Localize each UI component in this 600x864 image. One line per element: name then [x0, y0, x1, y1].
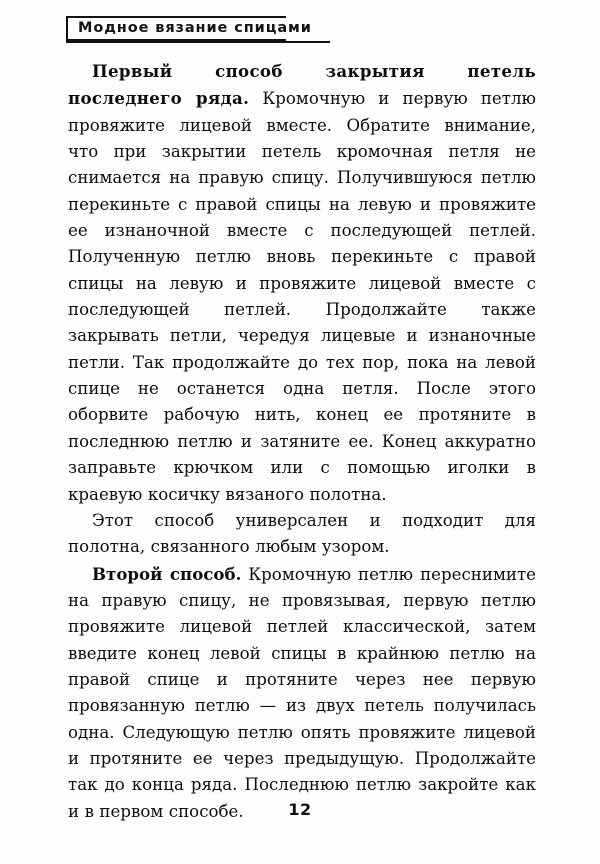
- paragraph-1-lead: Первый способ закрытия петель последнего ряда.: [68, 61, 536, 109]
- running-head-title: Модное вязание спицами: [78, 20, 312, 36]
- paragraph-1-body: Кромочную и первую петлю провяжите лицевой вместе. Обратите внимание, что при закрытии петель кромочная петля не снимается на правую спицу. Получившуюся петлю перекиньте с правой спицы на левую и провяжите ее изнаночной вместе с последующей петлей. Полученную петлю вновь перекиньте с правой спицы на левую и провяжите лицевой вместе с последующей петлей. Продолжайте также закрывать петли, чередуя лицевые и изнаночные петли. Так продолжайте до тех пор, пока на левой спице не останется одна петля. После этого оборвите рабочую нить, конец ее протяните в последнюю петлю и затяните ее. Конец аккуратно заправьте крючком или с помощью иголки в краевую косичку вязаного полотна.: [68, 89, 536, 504]
- running-head-rule: [66, 41, 330, 43]
- paragraph-2: [68, 508, 536, 561]
- paragraph-2-body: Этот способ универсален и подходит для полотна, связанного любым узором.: [68, 510, 536, 557]
- paragraph-3-lead: Второй способ.: [92, 563, 242, 584]
- paragraph-1: [68, 58, 536, 508]
- text-column: [68, 58, 536, 825]
- paragraph-3: [68, 561, 536, 825]
- page-number: 12: [288, 800, 312, 819]
- running-head: [60, 14, 540, 48]
- paragraph-3-body: Кромочную петлю переснимите на правую спицу, не провязывая, первую петлю провяжите лицевой петлей классической, затем введите конец левой спицы в крайнюю петлю на правой спице и протяните через нее первую провязанную петлю — из двух петель получилась одна. Следующую петлю опять провяжите лицевой и протяните ее через предыдущую. Продолжайте так до конца ряда. Последнюю петлю закройте как и в первом способе.: [68, 564, 536, 821]
